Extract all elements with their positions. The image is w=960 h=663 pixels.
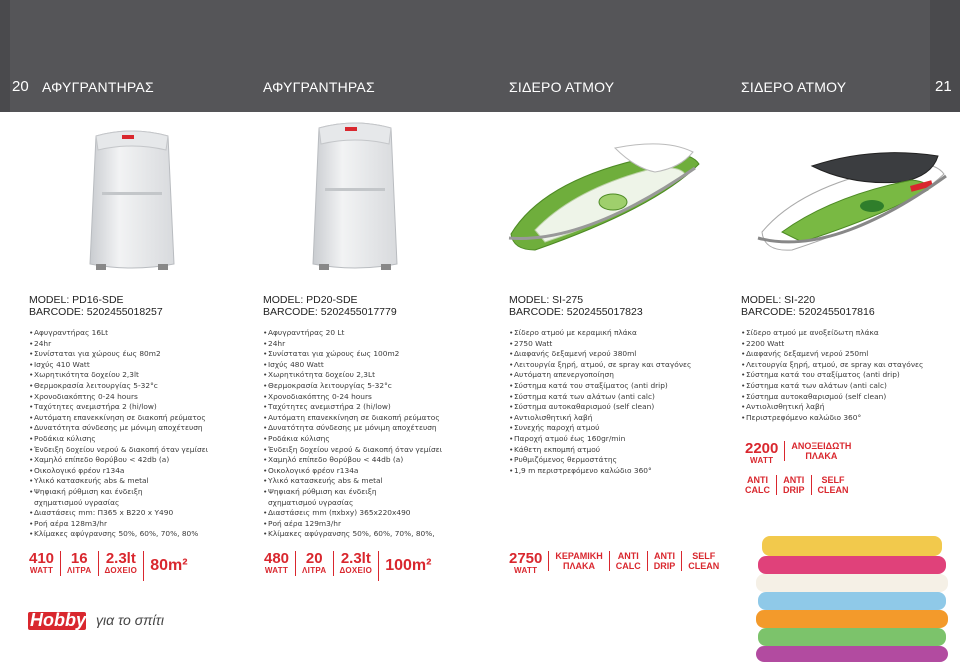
feature-item: •Λειτουργία ξηρή, ατμού, σε spray και σταγόνες [741, 359, 924, 369]
feature-item: •Ταχύτητες ανεμιστήρα 2 (hi/low) [29, 402, 157, 412]
feature-item: •Υλικό κατασκευής abs & metal [29, 476, 149, 486]
feature-item: •2200 Watt [741, 338, 785, 348]
feature-item: •Σύστημα κατά του σταξίματος (anti drip) [509, 380, 668, 390]
feature-item: •Διαστάσεις mm (πxbxy) 365x220x490 [263, 508, 411, 518]
feature-item: •Σύστημα αυτοκαθαρισμού (self clean) [741, 391, 887, 401]
page-number-left: 20 [12, 78, 29, 95]
feature-item: •Παροχή ατμού έως 160gr/min [509, 433, 626, 443]
spec-badges-si275 [509, 551, 725, 576]
badge-watt: 480 WATT [264, 550, 290, 575]
badge-self-clean: SELF CLEAN [811, 475, 855, 495]
badge-tank: 2.3lt ΔΟΧΕΙΟ [98, 551, 144, 576]
badge-anti-drip: ANTI DRIP [647, 551, 682, 571]
feature-item: •2750 Watt [509, 338, 553, 348]
feature-list [263, 328, 483, 540]
barcode-label: BARCODE: 5202455017816 [741, 306, 875, 318]
header-right-strip [930, 0, 960, 112]
feature-item: •Συνίσταται για χώρους έως 100m2 [263, 349, 400, 359]
feature-item: •Αντιολισθητική λαβή [509, 412, 593, 422]
badge-anti-calc: ANTI CALC [609, 551, 647, 571]
dehumidifier-pd20-image [305, 118, 405, 274]
feature-item: •Αφυγραντήρας 20 Lt [263, 328, 345, 337]
feature-item: •Χωρητικότητα δοχείου 2,3Lt [263, 370, 375, 380]
feature-item: •Αυτόματη απενεργοποίηση [509, 370, 614, 380]
feature-item: •Χωρητικότητα δοχείου 2,3lt [29, 370, 139, 380]
feature-item: •Αυτόματη επανεκκίνηση σε διακοπή ρεύματος [29, 412, 206, 422]
model-label: MODEL: SI-275 [509, 294, 584, 306]
badge-watt: 2200 WATT [745, 440, 779, 465]
badge-area: 100m² [378, 551, 437, 581]
feature-item: •Χαμηλό επίπεδο θορύβου < 44db (a) [263, 455, 404, 465]
feature-item: •Διαφανής δεξαμενή νερού 250ml [741, 349, 869, 359]
badge-litres: 20 ΛΙΤΡΑ [295, 551, 332, 576]
header-bar [0, 0, 960, 112]
feature-item: •Διαστάσεις mm: Π365 x Β220 x Υ490 [29, 508, 174, 518]
product-pd16-sde [29, 294, 249, 540]
feature-item: •Σύστημα κατά των αλάτων (anti calc) [741, 380, 887, 390]
feature-item: •Ψηφιακή ρύθμιση και ένδειξη [263, 486, 377, 496]
section-title-steam-iron-1: ΣΙΔΕΡΟ ΑΤΜΟΥ [509, 79, 615, 95]
spec-badges-si220-row2 [745, 475, 855, 495]
steam-iron-si275-image [505, 138, 705, 260]
badge-tank: 2.3lt ΔΟΧΕΙΟ [333, 551, 379, 576]
product-si-220 [741, 294, 960, 423]
badge-anti-calc: ANTI CALC [745, 475, 770, 495]
badge-litres: 16 ΛΙΤΡΑ [60, 551, 97, 576]
header-left-strip [0, 0, 10, 112]
spec-badges-pd20 [264, 551, 437, 581]
feature-item: •24hr [29, 338, 52, 348]
feature-item: •Δυνατότητα σύνδεσης με μόνιμη αποχέτευση [263, 423, 437, 433]
dehumidifier-pd16-image [82, 126, 182, 274]
feature-item: •Αφυγραντήρας 16Lt [29, 328, 109, 337]
model-label: MODEL: PD20-SDE [263, 294, 358, 306]
feature-item: •Σίδερο ατμού με ανοξείδωτη πλάκα [741, 328, 879, 337]
feature-item: •Ροή αέρα 128m3/hr [29, 518, 108, 528]
feature-item: •Ροδάκια κύλισης [29, 433, 96, 443]
feature-item: •Ένδειξη δοχείου νερού & διακοπή όταν γεμίσει [29, 444, 209, 454]
section-title-steam-iron-2: ΣΙΔΕΡΟ ΑΤΜΟΥ [741, 79, 847, 95]
product-pd20-sde [263, 294, 483, 540]
badge-ceramic-plate: ΚΕΡΑΜΙΚΗ ΠΛΑΚΑ [548, 551, 608, 571]
product-si-275 [509, 294, 729, 476]
feature-item: •Σύστημα κατά του σταξίματος (anti drip) [741, 370, 900, 380]
spec-badges-pd16 [29, 551, 194, 581]
feature-item: •Ισχύς 480 Watt [263, 359, 324, 369]
feature-item: •Αντιολισθητική λαβή [741, 402, 825, 412]
brand-tagline: για το σπίτι [96, 612, 164, 628]
badge-anti-drip: ANTI DRIP [776, 475, 811, 495]
feature-item: •Σύστημα αυτοκαθαρισμού (self clean) [509, 402, 655, 412]
feature-item: •Χαμηλό επίπεδο θορύβου < 42db (a) [29, 455, 170, 465]
feature-item: •Διαφανής δεξαμενή νερού 380ml [509, 349, 637, 359]
feature-item: •Ένδειξη δοχείου νερού & διακοπή όταν γεμίσει [263, 444, 443, 454]
feature-item: •Οικολογικό φρέον r134a [263, 465, 359, 475]
feature-item: •Ροή αέρα 129m3/hr [263, 518, 342, 528]
barcode-label: BARCODE: 5202455017823 [509, 306, 643, 318]
badge-self-clean: SELF CLEAN [681, 551, 725, 571]
barcode-label: BARCODE: 5202455017779 [263, 306, 397, 318]
model-label: MODEL: PD16-SDE [29, 294, 124, 306]
feature-item: •Χρονοδιακόπτης 0-24 hours [29, 391, 138, 401]
feature-item: •Θερμοκρασία λειτουργίας 5-32°c [263, 380, 392, 390]
feature-item: •24hr [263, 338, 286, 348]
feature-item: •Συνίσταται για χώρους έως 80m2 [29, 349, 161, 359]
feature-item: •Θερμοκρασία λειτουργίας 5-32°c [29, 380, 158, 390]
section-title-dehumidifier-2: ΑΦΥΓΡΑΝΤΗΡΑΣ [263, 79, 375, 95]
page-number-right: 21 [935, 78, 952, 95]
feature-list [509, 328, 729, 476]
badge-watt: 410 WATT [29, 550, 55, 575]
feature-item: •Δυνατότητα σύνδεσης με μόνιμη αποχέτευση [29, 423, 203, 433]
feature-item: •Οικολογικό φρέον r134a [29, 465, 125, 475]
badge-watt: 2750 WATT [509, 550, 543, 575]
badge-area: 80m² [143, 551, 193, 581]
brand-logo: Hobby [30, 610, 86, 630]
feature-item: •Υλικό κατασκευής abs & metal [263, 476, 383, 486]
barcode-label: BARCODE: 5202455018257 [29, 306, 163, 318]
feature-item-continued: σχηματισμού υγρασίας [268, 497, 354, 507]
spec-badges-si220-row1 [745, 441, 857, 466]
feature-item-continued: σχηματισμού υγρασίας [34, 497, 120, 507]
feature-list [741, 328, 960, 423]
badge-stainless-plate: ΑΝΟΞΕΙΔΩΤΗ ΠΛΑΚΑ [784, 441, 857, 461]
feature-list [29, 328, 249, 540]
feature-item: •Αυτόματη επανεκκίνηση σε διακοπή ρεύματος [263, 412, 440, 422]
feature-item: •Λειτουργία ξηρή, ατμού, σε spray και σταγόνες [509, 359, 692, 369]
feature-item: •Σίδερο ατμού με κεραμική πλάκα [509, 328, 637, 337]
feature-item: •Σύστημα κατά των αλάτων (anti calc) [509, 391, 655, 401]
feature-item: •Κάθετη εκπομπή ατμού [509, 444, 601, 454]
folded-towels-image [752, 528, 952, 663]
feature-item: •Ψηφιακή ρύθμιση και ένδειξη [29, 486, 143, 496]
feature-item: •Ρυθμιζόμενος θερμοστάτης [509, 455, 617, 465]
feature-item: •Ροδάκια κύλισης [263, 433, 330, 443]
feature-item: •Συνεχής παροχή ατμού [509, 423, 600, 433]
feature-item: •Ισχύς 410 Watt [29, 359, 90, 369]
feature-item: •1,9 m περιστρεφόμενο καλώδιο 360° [509, 465, 652, 475]
feature-item: •Ταχύτητες ανεμιστήρα 2 (hi/low) [263, 402, 391, 412]
feature-item: •Κλίμακες αφύγρανσης 50%, 60%, 70%, 80%, [263, 529, 435, 539]
model-label: MODEL: SI-220 [741, 294, 816, 306]
steam-iron-si220-image [752, 146, 952, 264]
section-title-dehumidifier-1: ΑΦΥΓΡΑΝΤΗΡΑΣ [42, 79, 154, 95]
feature-item: •Χρονοδιακόπτης 0-24 hours [263, 391, 372, 401]
feature-item: •Κλίμακες αφύγρανσης 50%, 60%, 70%, 80% [29, 529, 199, 539]
feature-item: •Περιστρεφόμενο καλώδιο 360° [741, 412, 862, 422]
